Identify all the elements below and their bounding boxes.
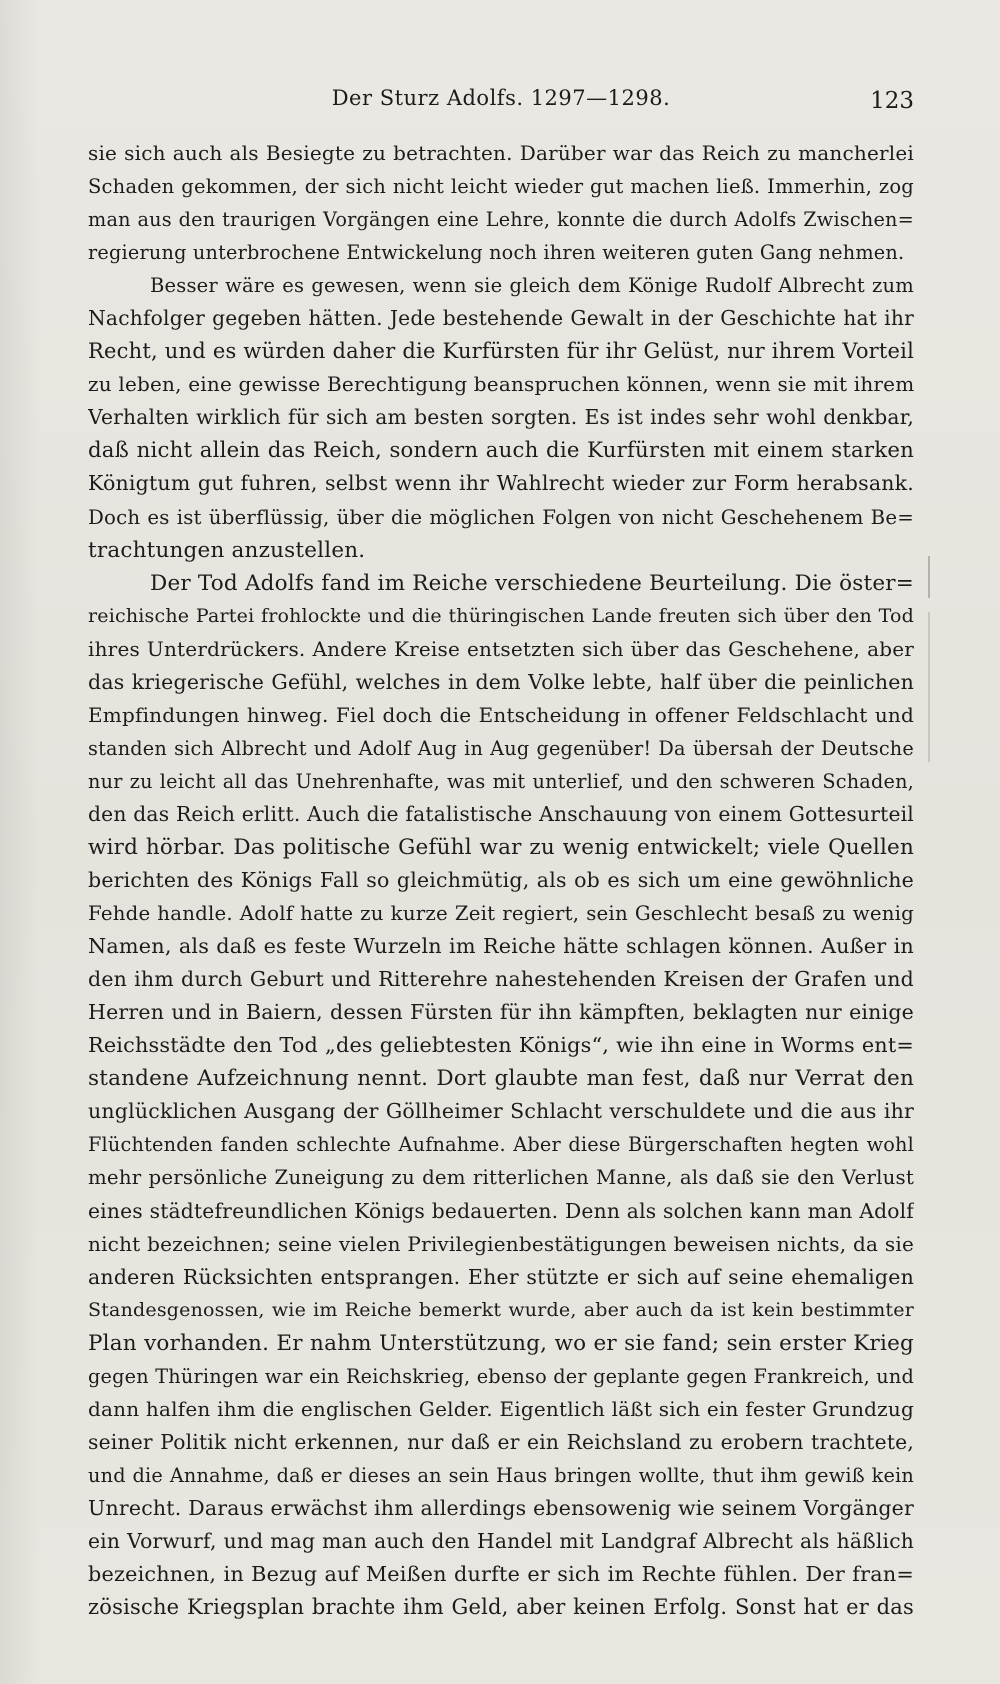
text-line: Namen, als daß es feste Wurzeln im Reiche hätte schlagen können. Außer in bbox=[88, 934, 914, 959]
text-line: bezeichnen, in Bezug auf Meißen durfte er sich im Rechte fühlen. Der fran= bbox=[88, 1562, 914, 1587]
text-line: und die Annahme, daß er dieses an sein Haus bringen wollte, thut ihm gewiß kein bbox=[88, 1463, 914, 1487]
text-line: eines städtefreundlichen Königs bedauerten. Denn als solchen kann man Adolf bbox=[88, 1198, 914, 1223]
text-line: Königtum gut fuhren, selbst wenn ihr Wahlrecht wieder zur Form herabsank. bbox=[88, 471, 914, 496]
text-line: berichten des Königs Fall so gleichmütig, als ob es sich um eine gewöhnliche bbox=[88, 868, 914, 893]
text-line: Verhalten wirklich für sich am besten sorgten. Es ist indes sehr wohl denkbar, bbox=[88, 405, 914, 430]
text-line: Empfindungen hinweg. Fiel doch die Entscheidung in offener Feldschlacht und bbox=[88, 702, 914, 727]
text-line: wird hörbar. Das politische Gefühl war zu wenig entwickelt; viele Quellen bbox=[88, 834, 914, 860]
text-line: reichische Partei frohlockte und die thüringischen Lande freuten sich über den Tod bbox=[88, 604, 914, 627]
body-text bbox=[88, 137, 914, 1624]
page-number: 123 bbox=[870, 88, 914, 114]
text-line: mehr persönliche Zuneigung zu dem ritterlichen Manne, als daß sie den Verlust bbox=[88, 1166, 914, 1190]
text-line: nicht bezeichnen; seine vielen Privilegienbestätigungen beweisen nichts, da sie bbox=[88, 1231, 914, 1256]
text-line: man aus den traurigen Vorgängen eine Lehre, konnte die durch Adolfs Zwischen= bbox=[88, 208, 914, 232]
text-line: Nachfolger gegeben hätten. Jede bestehende Gewalt in der Geschichte hat ihr bbox=[88, 306, 914, 331]
text-line: den ihm durch Geburt und Ritterehre nahestehenden Kreisen der Grafen und bbox=[88, 967, 914, 992]
text-line: Plan vorhanden. Er nahm Unterstützung, wo er sie fand; sein erster Krieg bbox=[88, 1330, 914, 1356]
margin-rule-mark bbox=[928, 612, 930, 762]
text-line: unglücklichen Ausgang der Göllheimer Schlacht verschuldete und die aus ihr bbox=[88, 1099, 914, 1124]
text-line: Reichsstädte den Tod „des geliebtesten Königs“, wie ihn eine in Worms ent= bbox=[88, 1033, 914, 1058]
text-line: nur zu leicht all das Unehrenhafte, was mit unterlief, und den schweren Schaden, bbox=[88, 769, 914, 793]
running-head: Der Sturz Adolfs. 1297—1298. bbox=[331, 86, 671, 110]
text-line: seiner Politik nicht erkennen, nur daß er ein Reichsland zu erobern trachtete, bbox=[88, 1429, 914, 1454]
text-line: Recht, und es würden daher die Kurfürsten für ihr Gelüst, nur ihrem Vorteil bbox=[88, 339, 914, 364]
text-line: standene Aufzeichnung nennt. Dort glaubte man fest, daß nur Verrat den bbox=[88, 1066, 914, 1092]
text-line: standen sich Albrecht und Adolf Aug in Aug gegenüber! Da übersah der Deutsche bbox=[88, 736, 914, 760]
text-line: Der Tod Adolfs fand im Reiche verschiedene Beurteilung. Die öster= bbox=[150, 570, 914, 596]
text-line: trachtungen anzustellen. bbox=[88, 537, 366, 563]
text-line: sie sich auch als Besiegte zu betrachten. Darüber war das Reich zu mancherlei bbox=[88, 141, 914, 165]
text-line: dann halfen ihm die englischen Gelder. Eigentlich läßt sich ein fester Grundzug bbox=[88, 1396, 914, 1421]
text-line: Fehde handle. Adolf hatte zu kurze Zeit regiert, sein Geschlecht besaß zu wenig bbox=[88, 902, 914, 926]
text-line: anderen Rücksichten entsprangen. Eher stützte er sich auf seine ehemaligen bbox=[88, 1264, 914, 1289]
text-line: zösische Kriegsplan brachte ihm Geld, aber keinen Erfolg. Sonst hat er das bbox=[88, 1595, 914, 1620]
text-line: Flüchtenden fanden schlechte Aufnahme. Aber diese Bürgerschaften hegten wohl bbox=[88, 1133, 914, 1157]
text-line: ihres Unterdrückers. Andere Kreise entsetzten sich über das Geschehene, aber bbox=[88, 636, 914, 661]
text-line: den das Reich erlitt. Auch die fatalistische Anschauung von einem Gottesurteil bbox=[88, 801, 914, 826]
text-line: ein Vorwurf, und mag man auch den Handel mit Landgraf Albrecht als häßlich bbox=[88, 1528, 914, 1553]
text-line: Besser wäre es gewesen, wenn sie gleich dem Könige Rudolf Albrecht zum bbox=[150, 274, 914, 298]
text-line: zu leben, eine gewisse Berechtigung beanspruchen können, wenn sie mit ihrem bbox=[88, 372, 914, 397]
text-line: Standesgenossen, wie im Reiche bemerkt wurde, aber auch da ist kein bestimmter bbox=[88, 1298, 914, 1321]
text-line: Herren und in Baiern, dessen Fürsten für ihn kämpften, beklagten nur einige bbox=[88, 1000, 914, 1025]
text-line: das kriegerische Gefühl, welches in dem Volke lebte, half über die peinlichen bbox=[88, 669, 914, 694]
text-line: Schaden gekommen, der sich nicht leicht wieder gut machen ließ. Immerhin, zog bbox=[88, 175, 914, 199]
text-line: Doch es ist überflüssig, über die möglichen Folgen von nicht Geschehenem Be= bbox=[88, 505, 914, 529]
page-header bbox=[88, 86, 914, 122]
text-line: daß nicht allein das Reich, sondern auch die Kurfürsten mit einem starken bbox=[88, 438, 914, 464]
text-line: gegen Thüringen war ein Reichskrieg, ebenso der geplante gegen Frankreich, und bbox=[88, 1364, 914, 1388]
text-line: Unrecht. Daraus erwächst ihm allerdings ebensowenig wie seinem Vorgänger bbox=[88, 1495, 914, 1520]
margin-rule-mark bbox=[928, 556, 930, 598]
text-line: regierung unterbrochene Entwickelung noch ihren weiteren guten Gang nehmen. bbox=[88, 241, 905, 265]
